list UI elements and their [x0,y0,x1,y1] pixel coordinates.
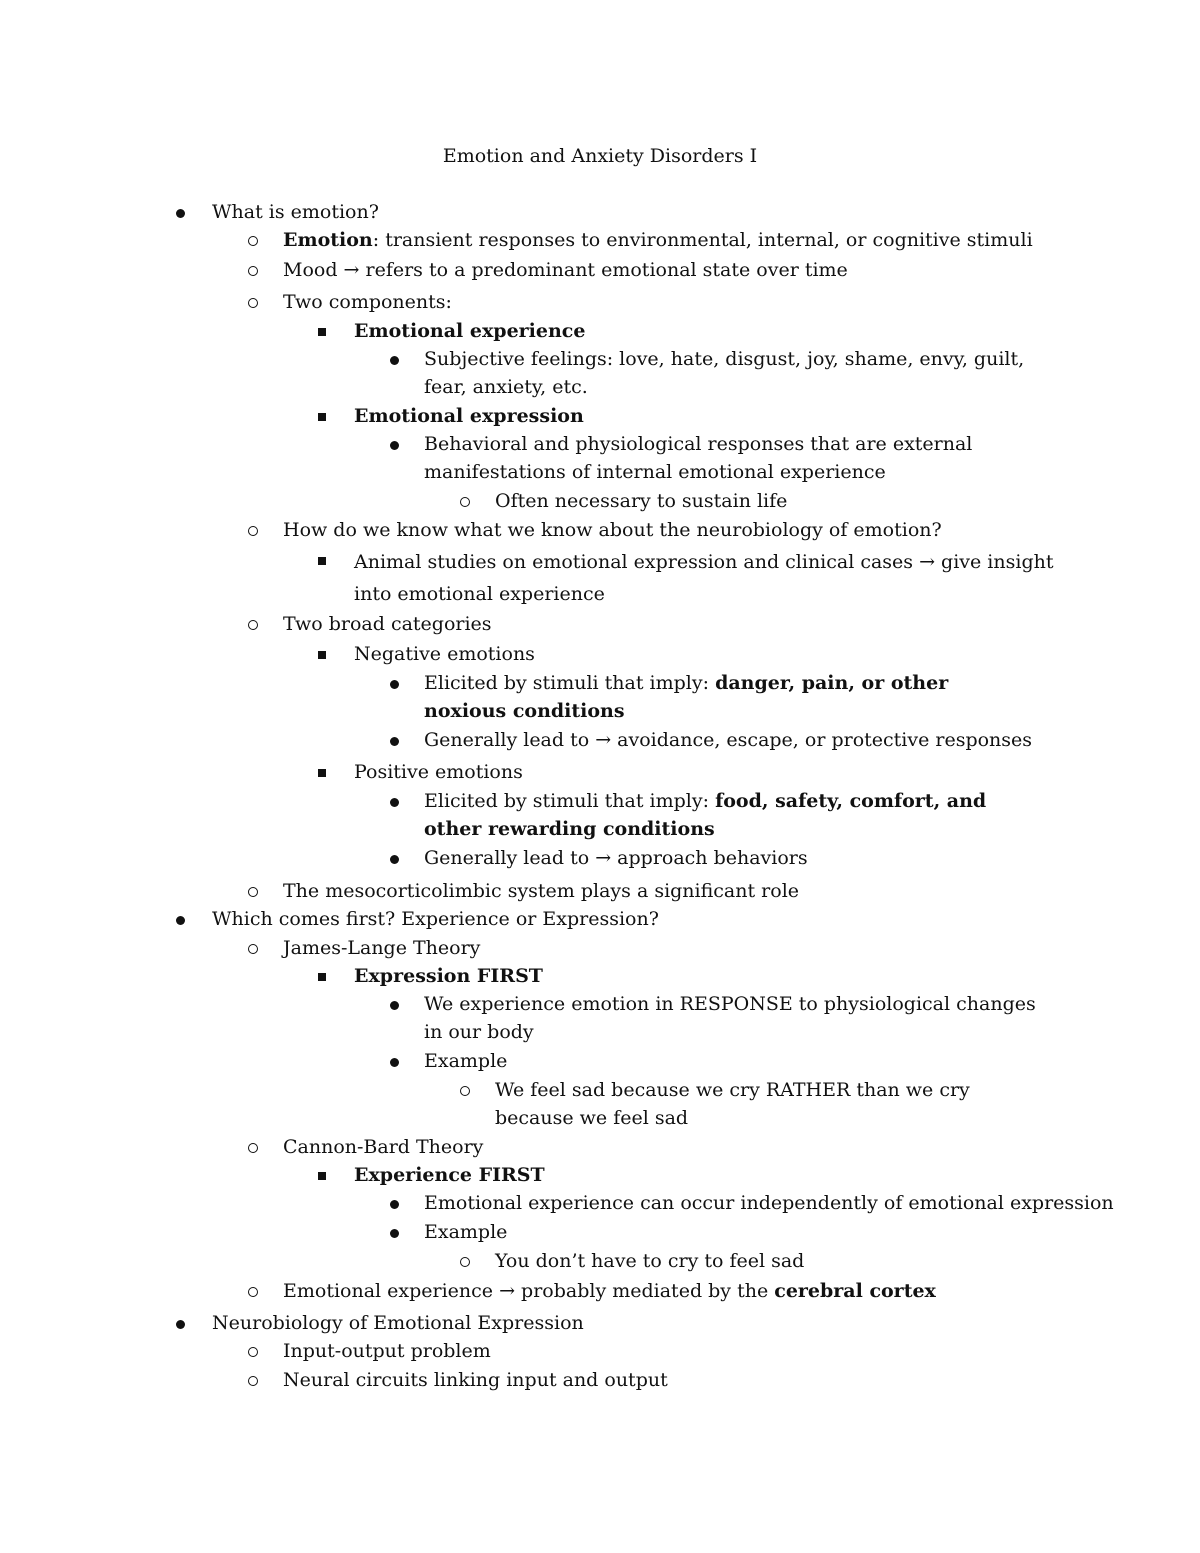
bullet-disc-icon [176,1309,185,1337]
bullet-disc-icon [390,787,399,815]
bullet-circle-icon [248,1277,258,1305]
list-item: The mesocorticolimbic system plays a significant role [283,880,800,902]
bullet-disc-icon [390,1047,399,1075]
bullet-circle-icon [460,1076,470,1104]
list-item: Cannon-Bard Theory [283,1136,484,1158]
bullet-square-icon [318,962,326,990]
list-item: What is emotion? [212,201,379,223]
bullet-disc-icon [390,1189,399,1217]
bullet-circle-icon [248,877,258,905]
bullet-disc-icon [390,726,399,754]
bullet-disc-icon [390,1218,399,1246]
bullet-disc-icon [390,669,399,697]
bullet-circle-icon [248,288,258,316]
list-item: Emotion: transient responses to environmental, internal, or cognitive stimuli [283,229,1033,251]
list-item: Input-output problem [283,1340,491,1362]
bullet-square-icon [318,317,326,345]
list-item: Generally lead to → avoidance, escape, or protective responses [424,729,1033,751]
list-item: Emotional experience [354,320,586,342]
list-item: Emotional expression [354,405,584,427]
bullet-disc-icon [390,430,399,458]
list-item: Often necessary to sustain life [495,490,788,512]
list-item: Example [424,1221,508,1243]
list-item: Elicited by stimuli that imply: food, safety, comfort, and other rewarding conditions [424,790,987,840]
list-item: Two broad categories [283,613,492,635]
bullet-circle-icon [248,610,258,638]
bullet-circle-icon [248,226,258,254]
list-item: Positive emotions [354,761,523,783]
bullet-disc-icon [390,990,399,1018]
list-item: We experience emotion in RESPONSE to physiological changes in our body [424,993,1036,1043]
list-item: Neural circuits linking input and output [283,1369,668,1391]
list-item: You don’t have to cry to feel sad [495,1250,805,1272]
bullet-disc-icon [390,345,399,373]
list-item: Mood → refers to a predominant emotional state over time [283,259,848,281]
list-item: Emotional experience → probably mediated by the cerebral cortex [283,1280,936,1302]
page-title: Emotion and Anxiety Disorders I [442,145,758,167]
bullet-disc-icon [390,844,399,872]
list-item: Neurobiology of Emotional Expression [212,1312,584,1334]
bullet-square-icon [318,758,326,786]
list-item: Negative emotions [354,643,535,665]
list-item: Example [424,1050,508,1072]
list-item: How do we know what we know about the neurobiology of emotion? [283,519,942,541]
bullet-circle-icon [248,1337,258,1365]
bullet-disc-icon [176,198,185,226]
list-item: Which comes first? Experience or Expression? [212,908,659,930]
bullet-circle-icon [460,1247,470,1275]
bullet-circle-icon [248,1133,258,1161]
bullet-circle-icon [460,487,470,515]
bullet-circle-icon [248,1366,258,1394]
list-item: Two components: [283,291,452,313]
bullet-circle-icon [248,516,258,544]
list-item: Emotional experience can occur independently of emotional expression [424,1192,1114,1214]
list-item: Behavioral and physiological responses that are external manifestations of internal emotional experience [424,433,973,483]
list-item: Elicited by stimuli that imply: danger, pain, or other noxious conditions [424,672,949,722]
bullet-square-icon [318,640,326,668]
list-item: We feel sad because we cry RATHER than we cry because we feel sad [495,1079,970,1129]
bullet-square-icon [318,402,326,430]
list-item: Animal studies on emotional expression and clinical cases → give insight into emotional experience [354,551,1054,605]
bullet-square-icon [318,1161,326,1189]
list-item: Subjective feelings: love, hate, disgust, joy, shame, envy, guilt, fear, anxiety, etc. [424,348,1025,398]
list-item: James-Lange Theory [283,937,481,959]
list-item: Experience FIRST [354,1164,545,1186]
bullet-circle-icon [248,256,258,284]
bullet-disc-icon [176,905,185,933]
list-item: Generally lead to → approach behaviors [424,847,808,869]
bullet-circle-icon [248,934,258,962]
list-item: Expression FIRST [354,965,543,987]
bullet-square-icon [318,546,326,574]
